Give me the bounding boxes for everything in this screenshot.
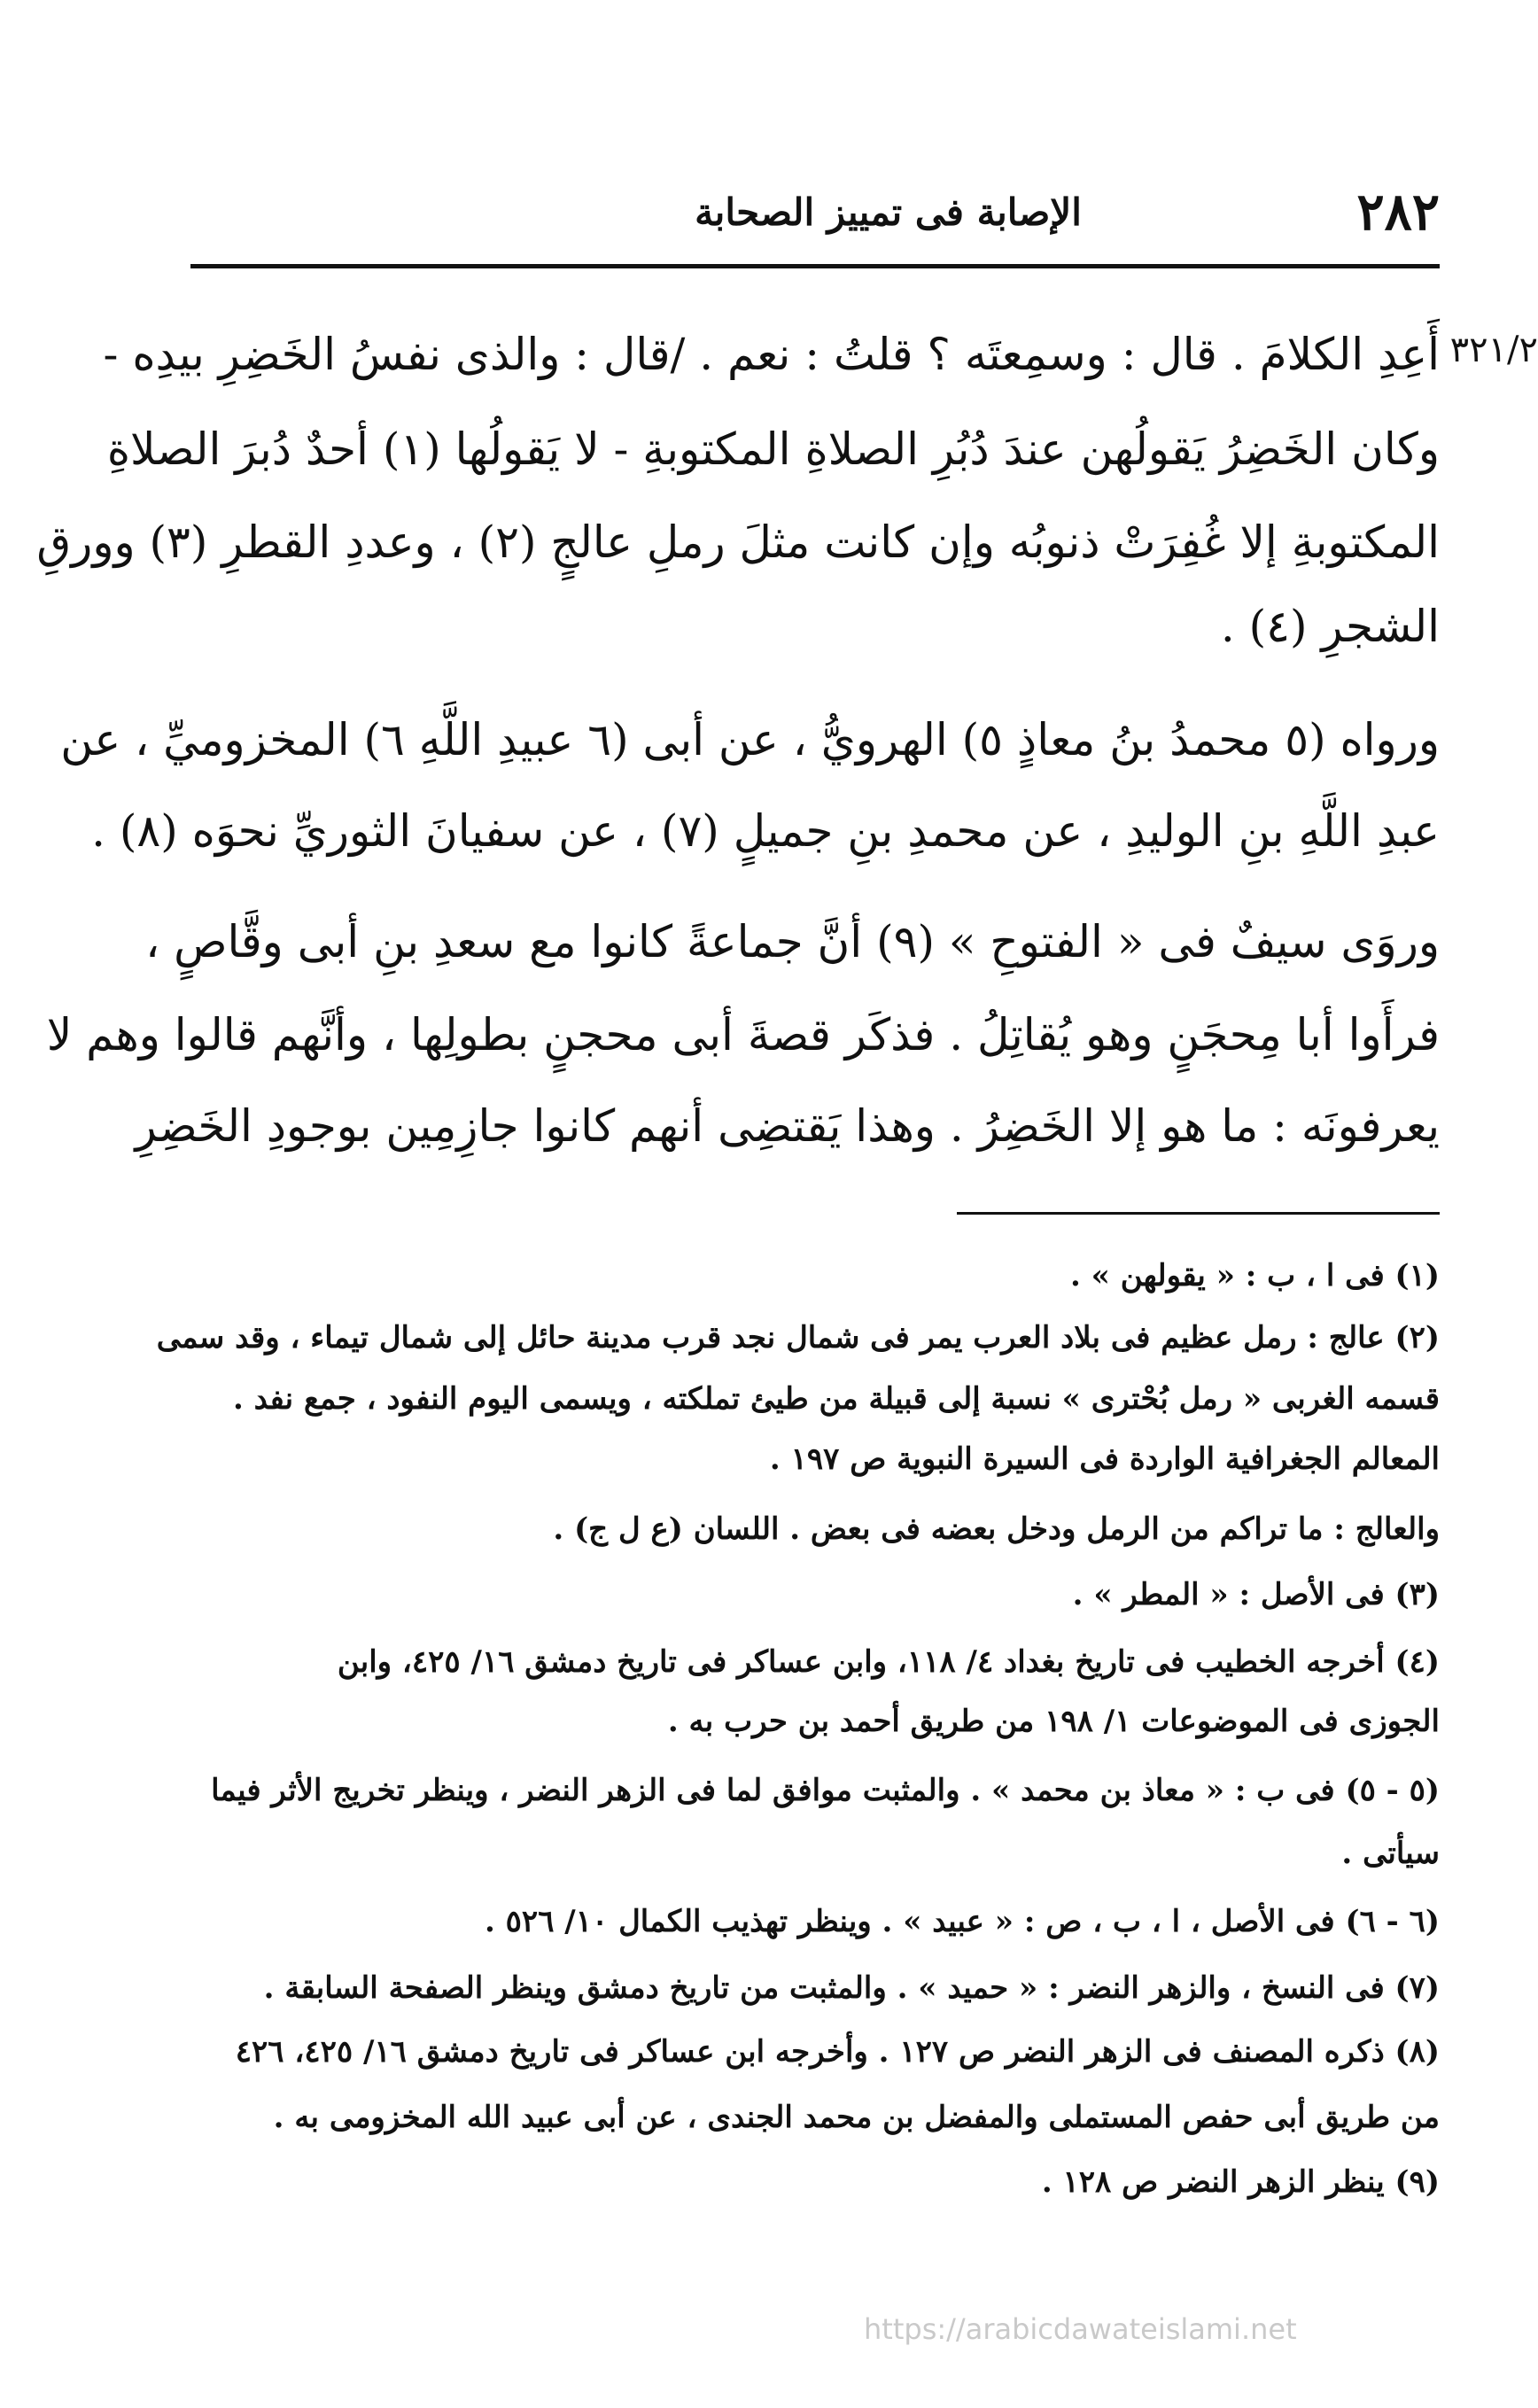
page-header bbox=[190, 164, 1440, 252]
footnote-line: (٦ - ٦) فى الأصل ، ا ، ب ، ص : « عبيد » . وينظر تهذيب الكمال ١٠/ ٥٢٦ . bbox=[484, 1904, 1440, 1939]
main-text-line: وكان الخَضِرُ يَقولُهن عندَ دُبُرِ الصلاةِ المكتوبةِ - لا يَقولُها (١) أحدٌ دُبرَ الصلاةِ bbox=[106, 423, 1440, 475]
footnote-line: (٩) ينظر الزهر النضر ص ١٢٨ . bbox=[1041, 2164, 1440, 2200]
footnote-line: والعالج : ما تراكم من الرمل ودخل بعضه فى بعض . اللسان (ع ل ج) . bbox=[553, 1511, 1440, 1547]
footnote-line: (٥ - ٥) فى ب : « معاذ بن محمد » . والمثبت موافق لما فى الزهر النضر ، وينظر تخريج الأثر فيما bbox=[211, 1773, 1440, 1808]
main-text-line: أَعِدِ الكلامَ . قال : وسمِعتَه ؟ قلتُ : نعم . /قال : والذى نفسُ الخَضِرِ بيدِه - bbox=[103, 329, 1440, 380]
watermark: https://arabicdawateislami.net bbox=[864, 2312, 1297, 2346]
footnote-line: سيأتى . bbox=[1341, 1836, 1440, 1871]
main-text-line: ورواه (٥ محمدُ بنُ معاذٍ ٥) الهرويُّ ، عن أبى (٦ عبيدِ اللَّهِ ٦) المخزوميِّ ، عن bbox=[60, 714, 1440, 765]
running-title: الإصابة فى تمييز الصحابة bbox=[695, 190, 1082, 234]
margin-volume-page-reference: ٣٢١/٢ bbox=[1449, 330, 1538, 370]
footnote-line: (١) فى ا ، ب : « يقولهن » . bbox=[1069, 1258, 1440, 1293]
main-text-line: فرأَوا أبا مِحجَنٍ وهو يُقاتِلُ . فذكَر قصةَ أبى محجنٍ بطولِها ، وأنَّهم قالوا وهم لا bbox=[46, 1009, 1440, 1060]
footnote-line: (٤) أخرجه الخطيب فى تاريخ بغداد ٤/ ١١٨، وابن عساكر فى تاريخ دمشق ١٦/ ٤٢٥، وابن bbox=[337, 1644, 1440, 1680]
main-text-line: عبدِ اللَّهِ بنِ الوليدِ ، عن محمدِ بنِ جميلٍ (٧) ، عن سفيانَ الثوريِّ نحوَه (٨) . bbox=[91, 805, 1440, 857]
main-text-line: الشجرِ (٤) . bbox=[1220, 601, 1440, 652]
page-number: ٢٨٢ bbox=[1356, 182, 1440, 242]
footnote-line: (٨) ذكره المصنف فى الزهر النضر ص ١٢٧ . وأخرجه ابن عساكر فى تاريخ دمشق ١٦/ ٤٢٥، ٤٢٦ bbox=[235, 2034, 1440, 2070]
footnote-line: المعالم الجغرافية الواردة فى السيرة النبوية ص ١٩٧ . bbox=[769, 1441, 1440, 1477]
footnote-line: من طريق أبى حفص المستملى والمفضل بن محمد الجندى ، عن أبى عبيد الله المخزومى به . bbox=[273, 2100, 1440, 2135]
main-text-line: وروَى سيفٌ فى « الفتوحِ » (٩) أنَّ جماعةً كانوا مع سعدِ بنِ أبى وقَّاصٍ ، bbox=[145, 916, 1440, 967]
footnote-line: (٧) فى النسخ ، والزهر النضر : « حميد » . والمثبت من تاريخ دمشق وينظر الصفحة السابقة . bbox=[263, 1970, 1440, 2006]
footnote-line: الجوزى فى الموضوعات ١/ ١٩٨ من طريق أحمد بن حرب به . bbox=[667, 1704, 1440, 1739]
footnote-line: (٢) عالج : رمل عظيم فى بلاد العرب يمر فى شمال نجد قرب مدينة حائل إلى شمال تيماء ، وقد سمى bbox=[156, 1320, 1440, 1355]
main-text-line: يعرفونَه : ما هو إلا الخَضِرُ . وهذا يَقتضِى أنهم كانوا جازِمِين بوجودِ الخَضِرِ bbox=[135, 1100, 1440, 1152]
header-rule bbox=[190, 264, 1440, 268]
footnote-line: (٣) فى الأصل : « المطر » . bbox=[1072, 1577, 1440, 1612]
footnote-separator bbox=[957, 1212, 1440, 1215]
footnote-line: قسمه الغربى « رمل بُحْترى » نسبة إلى قبيلة من طيئ تملكته ، ويسمى اليوم النفود ، جمع نفد . bbox=[232, 1381, 1440, 1417]
main-text-line: المكتوبةِ إلا غُفِرَتْ ذنوبُه وإن كانت مثلَ رملِ عالجٍ (٢) ، وعددِ القطرِ (٣) وورقِ bbox=[36, 517, 1440, 568]
